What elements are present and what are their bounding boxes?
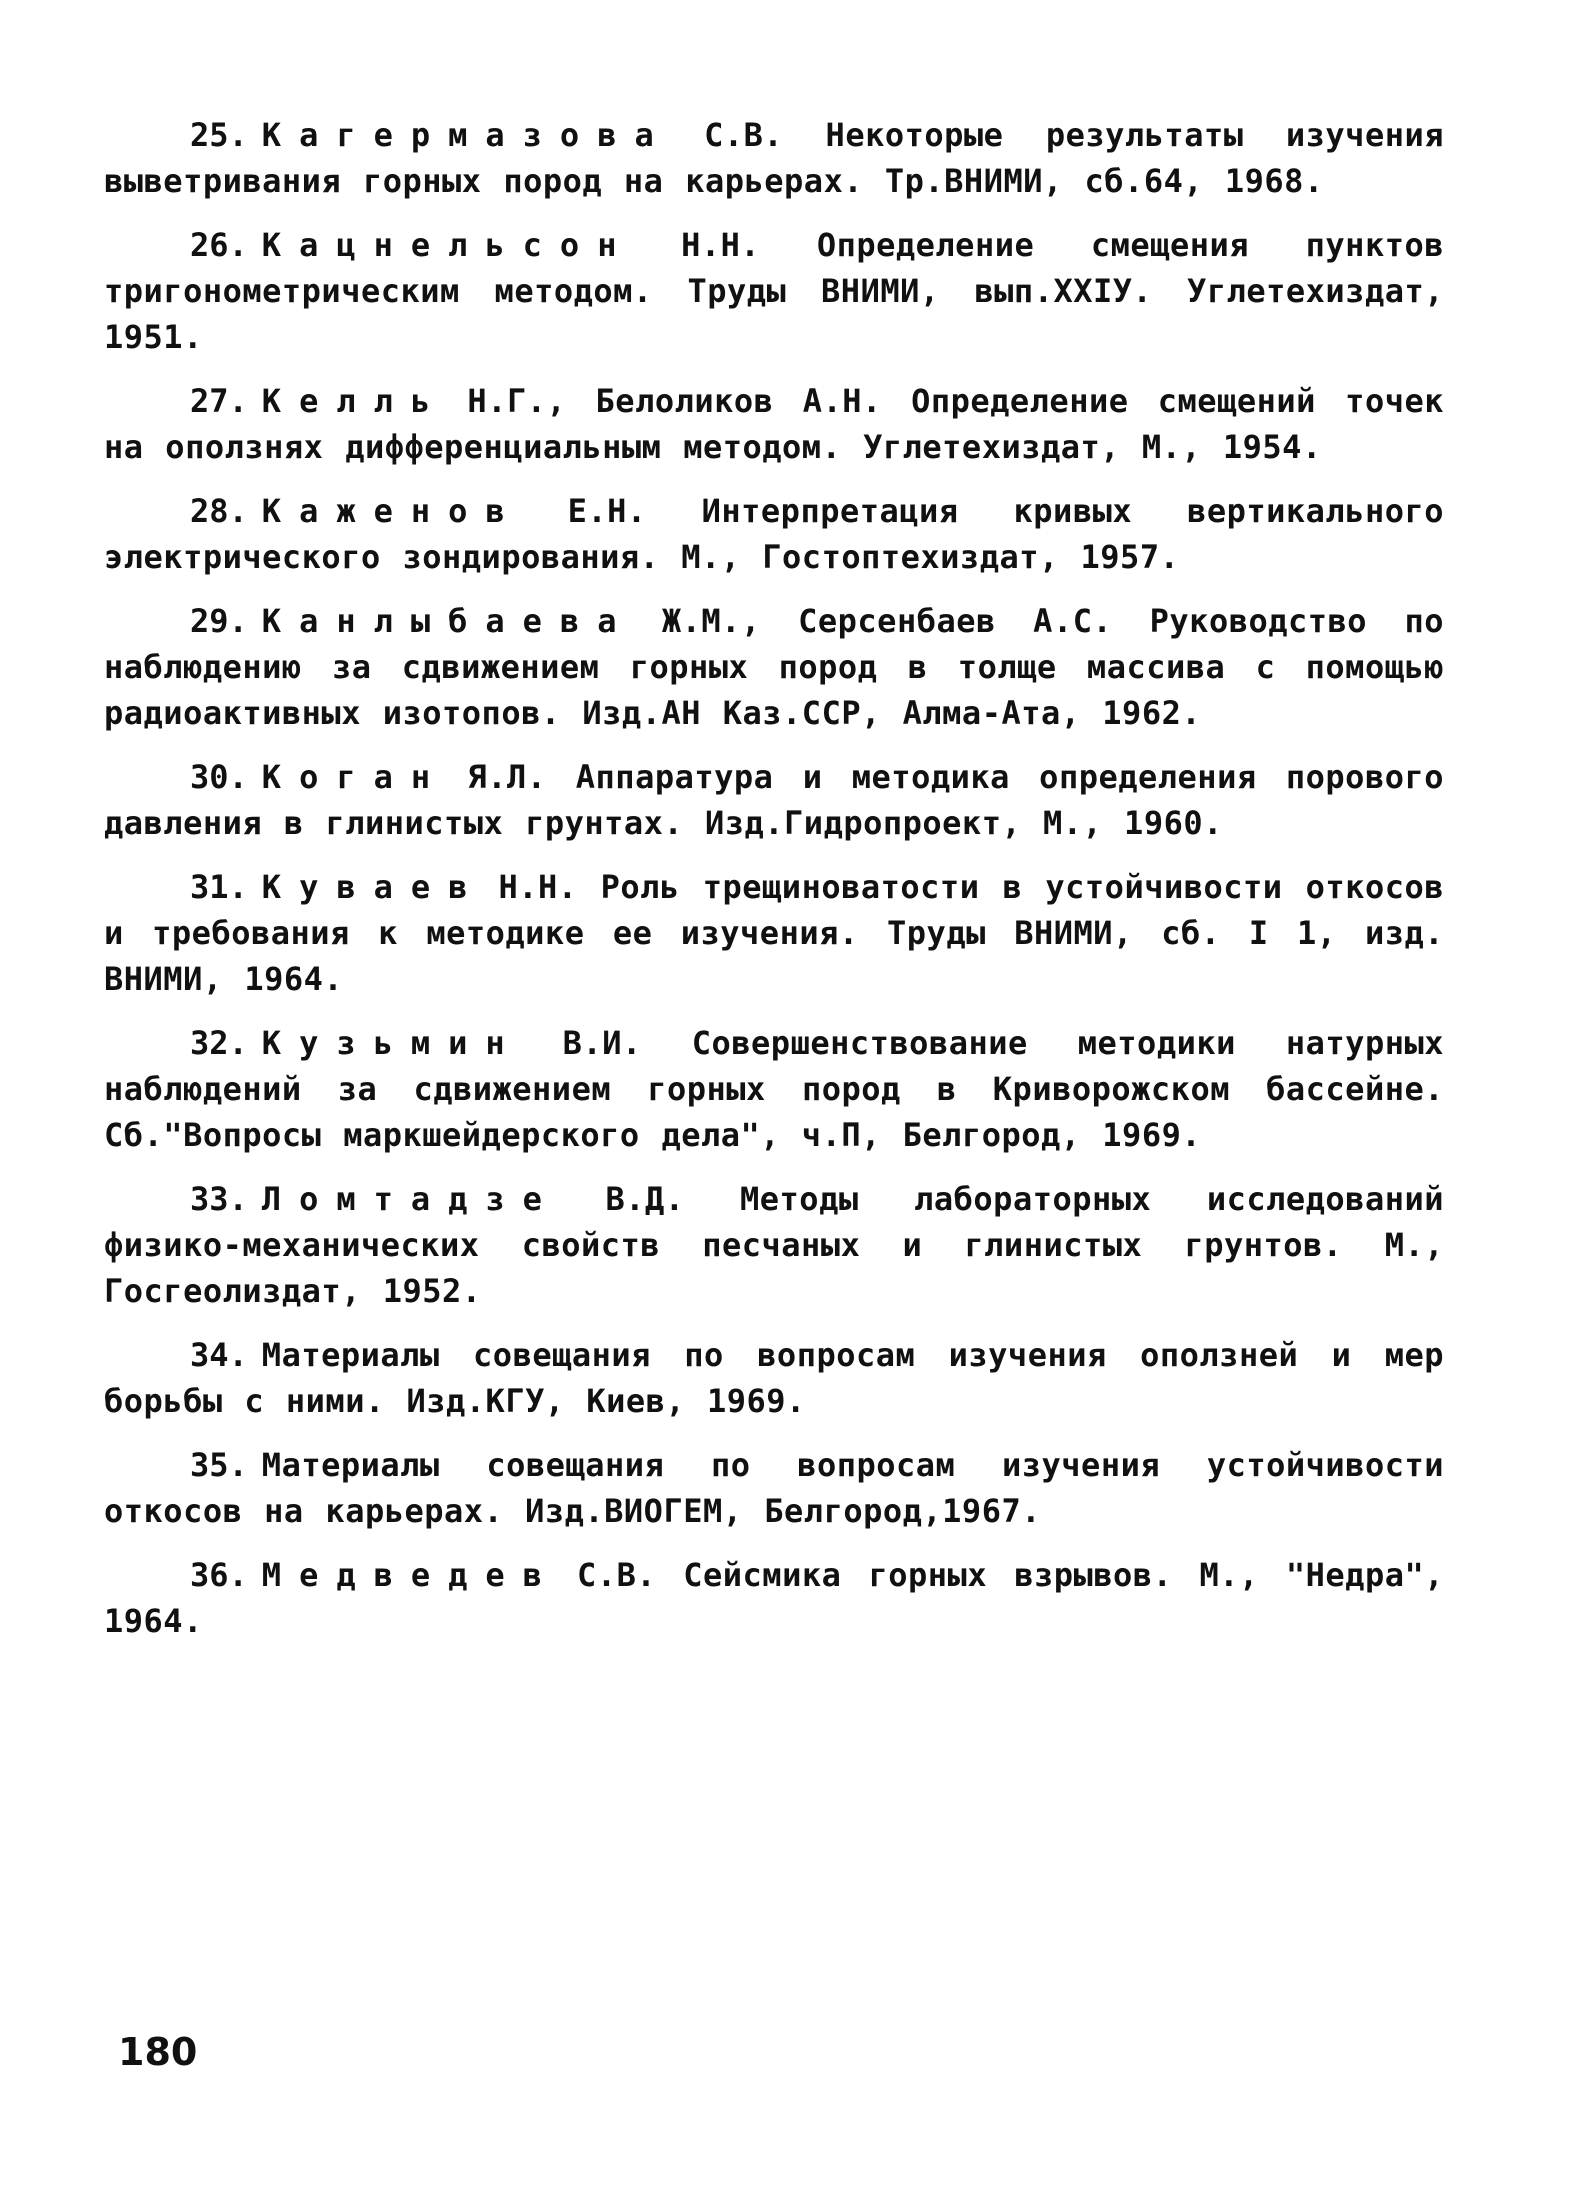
reference-author: Медведев <box>261 1556 560 1594</box>
reference-number: 30. <box>190 758 248 796</box>
reference-number: 28. <box>190 492 248 530</box>
reference-author: Келль <box>261 382 449 420</box>
reference-entry-27 <box>104 378 1444 470</box>
reference-author: Кацнельсон <box>261 226 635 264</box>
reference-list <box>104 112 1444 1662</box>
reference-text: Е.Н. Интерпретация кривых вертикального электрического зондирования. М., Гостоптехиздат, 1957. <box>104 492 1445 576</box>
reference-entry-33 <box>104 1176 1444 1314</box>
reference-text: Н.Н. Роль трещиноватости в устойчивости откосов и требования к методике ее изучения. Труды ВНИМИ, сб. I 1, изд. ВНИМИ, 1964. <box>104 868 1445 998</box>
reference-entry-25 <box>104 112 1444 204</box>
reference-text: Я.Л. Аппаратура и методика определения порового давления в глинистых грунтах. Изд.Гидропроект, М., 1960. <box>104 758 1445 842</box>
reference-number: 33. <box>190 1180 248 1218</box>
reference-text: С.В. Некоторые результаты изучения выветривания горных пород на карьерах. Тр.ВНИМИ, сб.64, 1968. <box>104 116 1445 200</box>
reference-text: Ж.М., Серсенбаев А.С. Руководство по наблюдению за сдвижением горных пород в толще массива с помощью радиоактивных изотопов. Изд.АН Каз.ССР, Алма-Ата, 1962. <box>104 602 1445 732</box>
reference-entry-36 <box>104 1552 1444 1644</box>
page-number: 180 <box>118 2030 198 2074</box>
reference-author: Куваев <box>261 868 486 906</box>
reference-entry-35 <box>104 1442 1444 1534</box>
reference-author: Кагермазова <box>261 116 672 154</box>
reference-author: Канлыбаева <box>261 602 635 640</box>
reference-number: 34. <box>190 1336 248 1374</box>
reference-text: Н.Н. Определение смещения пунктов тригонометрическим методом. Труды ВНИМИ, вып.XXIУ. Углетехиздат, 1951. <box>104 226 1445 356</box>
reference-text: Материалы совещания по вопросам изучения устойчивости откосов на карьерах. Изд.ВИОГЕМ, Белгород,1967. <box>104 1446 1444 1530</box>
reference-number: 35. <box>190 1446 248 1484</box>
reference-author: Кузьмин <box>261 1024 523 1062</box>
reference-number: 27. <box>190 382 248 420</box>
reference-author: Коган <box>261 758 449 796</box>
reference-entry-26 <box>104 222 1444 360</box>
reference-number: 31. <box>190 868 248 906</box>
reference-entry-29 <box>104 598 1444 736</box>
reference-entry-30 <box>104 754 1444 846</box>
reference-author: Каженов <box>261 492 523 530</box>
reference-text: В.И. Совершенствование методики натурных наблюдений за сдвижением горных пород в Криворожском бассейне. Сб."Вопросы маркшейдерского дела", ч.П, Белгород, 1969. <box>104 1024 1445 1154</box>
reference-number: 36. <box>190 1556 248 1594</box>
reference-number: 32. <box>190 1024 248 1062</box>
reference-number: 25. <box>190 116 248 154</box>
reference-number: 29. <box>190 602 248 640</box>
reference-text: С.В. Сейсмика горных взрывов. М., "Недра", 1964. <box>104 1556 1444 1640</box>
reference-entry-31 <box>104 864 1444 1002</box>
reference-number: 26. <box>190 226 248 264</box>
reference-text: Материалы совещания по вопросам изучения оползней и мер борьбы с ними. Изд.КГУ, Киев, 1969. <box>104 1336 1444 1420</box>
reference-author: Ломтадзе <box>261 1180 560 1218</box>
reference-entry-32 <box>104 1020 1444 1158</box>
reference-entry-34 <box>104 1332 1444 1424</box>
reference-entry-28 <box>104 488 1444 580</box>
reference-text: Н.Г., Белоликов А.Н. Определение смещений точек на оползнях дифференциальным методом. Углетехиздат, М., 1954. <box>104 382 1445 466</box>
reference-text: В.Д. Методы лабораторных исследований физико-механических свойств песчаных и глинистых грунтов. М., Госгеолиздат, 1952. <box>104 1180 1445 1310</box>
